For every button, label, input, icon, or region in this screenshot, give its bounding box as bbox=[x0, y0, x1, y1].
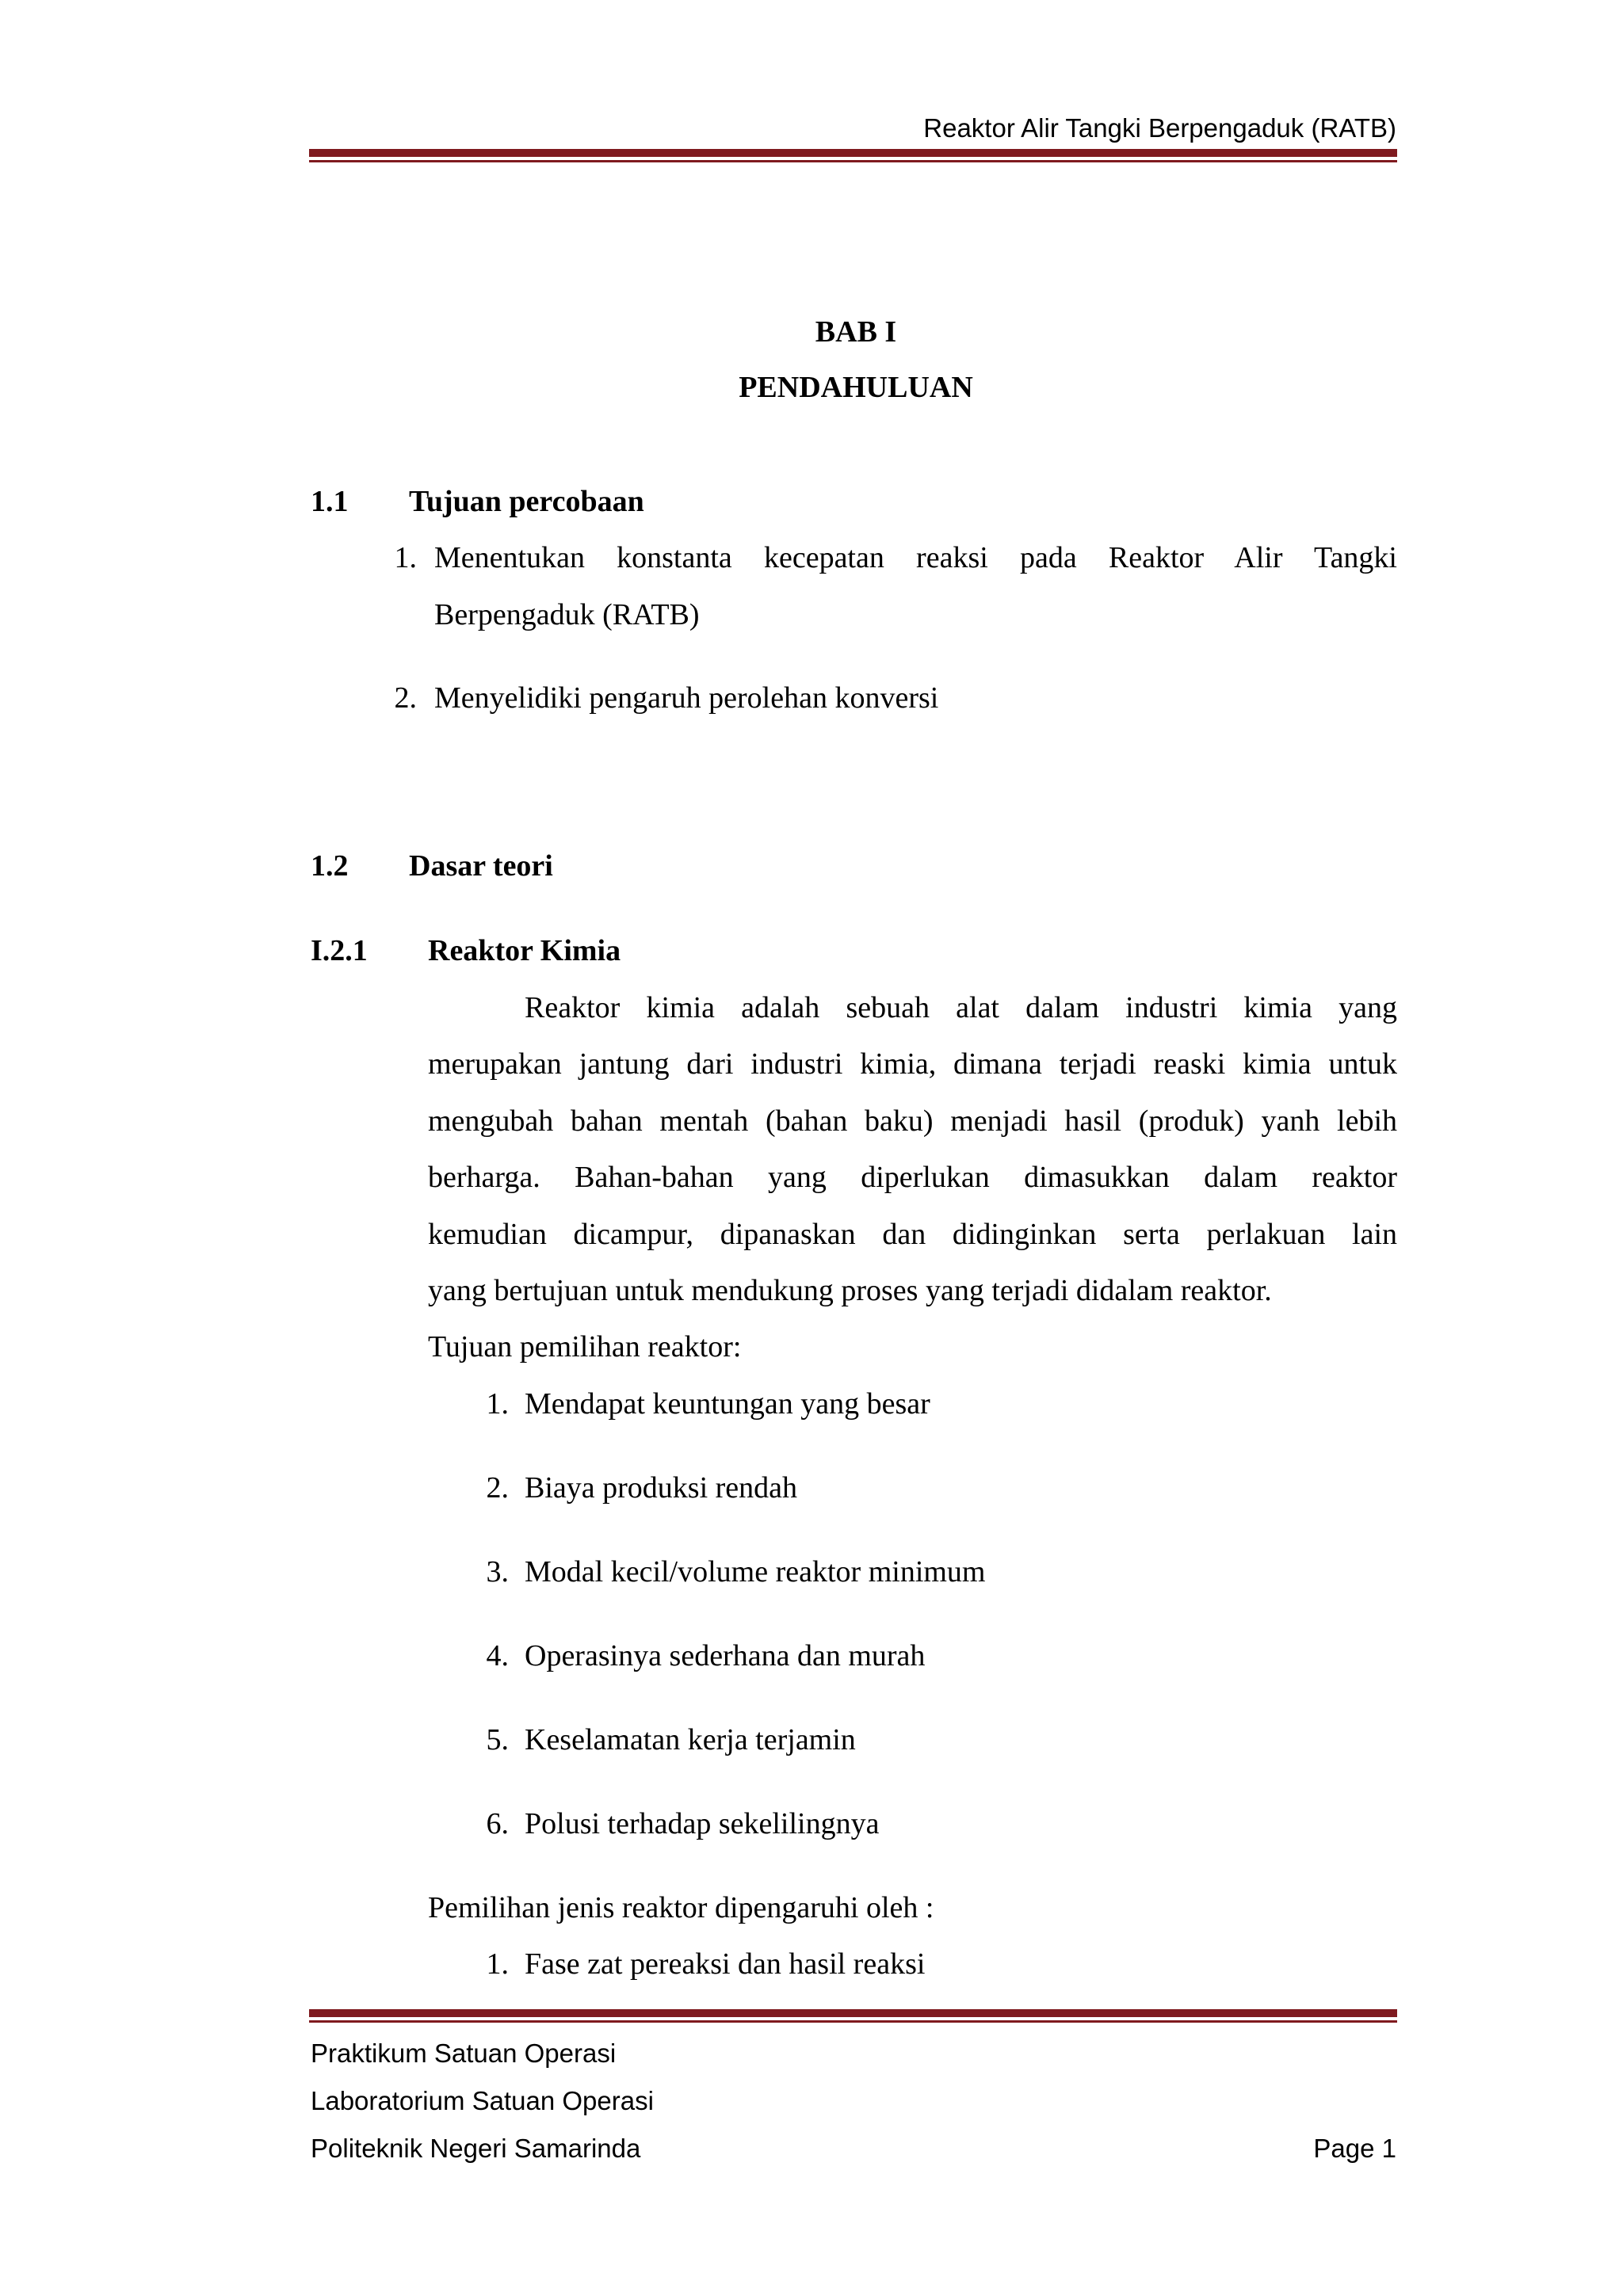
chapter-label: BAB I bbox=[815, 315, 897, 349]
goal-3-text: Modal kecil/volume reaktor minimum bbox=[525, 1555, 986, 1589]
footer-lab: Laboratorium Satuan Operasi bbox=[311, 2086, 654, 2115]
goal-5-number: 5. bbox=[486, 1723, 509, 1756]
paragraph-line-2: merupakan jantung dari industri kimia, dimana terjadi reaski kimia untuk bbox=[428, 1047, 1397, 1081]
paragraph-line-3: mengubah bahan mentah (bahan baku) menjadi hasil (produk) yanh lebih bbox=[428, 1104, 1397, 1138]
goal-5-text: Keselamatan kerja terjamin bbox=[525, 1723, 856, 1756]
goal-2-text: Biaya produksi rendah bbox=[525, 1471, 798, 1505]
objective-2-text: Menyelidiki pengaruh perolehan konversi bbox=[434, 681, 939, 715]
goal-1-text: Mendapat keuntungan yang besar bbox=[525, 1387, 930, 1421]
goal-6-text: Polusi terhadap sekelilingnya bbox=[525, 1807, 880, 1840]
goal-1-number: 1. bbox=[486, 1387, 509, 1421]
goal-2-number: 2. bbox=[486, 1471, 509, 1505]
footer-rule bbox=[309, 2009, 1397, 2023]
section-1-1-number: 1.1 bbox=[311, 485, 349, 518]
goal-3-number: 3. bbox=[486, 1555, 509, 1589]
subsection-1-2-1-number: I.2.1 bbox=[311, 934, 368, 967]
goal-4-number: 4. bbox=[486, 1639, 509, 1672]
footer-institution: Politeknik Negeri Samarinda bbox=[311, 2134, 641, 2163]
section-1-1-title: Tujuan percobaan bbox=[409, 485, 644, 518]
goal-4-text: Operasinya sederhana dan murah bbox=[525, 1639, 926, 1672]
page-number: Page 1 bbox=[1313, 2134, 1396, 2163]
paragraph-line-6: yang bertujuan untuk mendukung proses yang terjadi didalam reaktor. bbox=[428, 1274, 1272, 1307]
selection-intro: Pemilihan jenis reaktor dipengaruhi oleh : bbox=[428, 1891, 934, 1924]
section-1-2-title: Dasar teori bbox=[409, 849, 553, 883]
selection-1-number: 1. bbox=[486, 1947, 509, 1981]
goal-6-number: 6. bbox=[486, 1807, 509, 1840]
footer-course: Praktikum Satuan Operasi bbox=[311, 2039, 617, 2068]
header-rule bbox=[309, 149, 1397, 162]
objective-1-number: 1. bbox=[394, 541, 417, 574]
paragraph-line-5: kemudian dicampur, dipanaskan dan didinginkan serta perlakuan lain bbox=[428, 1218, 1397, 1251]
goals-intro: Tujuan pemilihan reaktor: bbox=[428, 1330, 742, 1363]
chapter-title: PENDAHULUAN bbox=[739, 371, 973, 404]
section-1-2-number: 1.2 bbox=[311, 849, 349, 883]
objective-1-text-cont: Berpengaduk (RATB) bbox=[434, 598, 700, 631]
running-header: Reaktor Alir Tangki Berpengaduk (RATB) bbox=[923, 113, 1396, 143]
objective-2-number: 2. bbox=[394, 681, 417, 715]
paragraph-line-4: berharga. Bahan-bahan yang diperlukan dimasukkan dalam reaktor bbox=[428, 1161, 1397, 1194]
objective-1-text: Menentukan konstanta kecepatan reaksi pada Reaktor Alir Tangki bbox=[434, 541, 1397, 574]
selection-1-text: Fase zat pereaksi dan hasil reaksi bbox=[525, 1947, 926, 1981]
subsection-1-2-1-title: Reaktor Kimia bbox=[428, 934, 621, 967]
paragraph-line-1: Reaktor kimia adalah sebuah alat dalam industri kimia yang bbox=[525, 991, 1397, 1024]
